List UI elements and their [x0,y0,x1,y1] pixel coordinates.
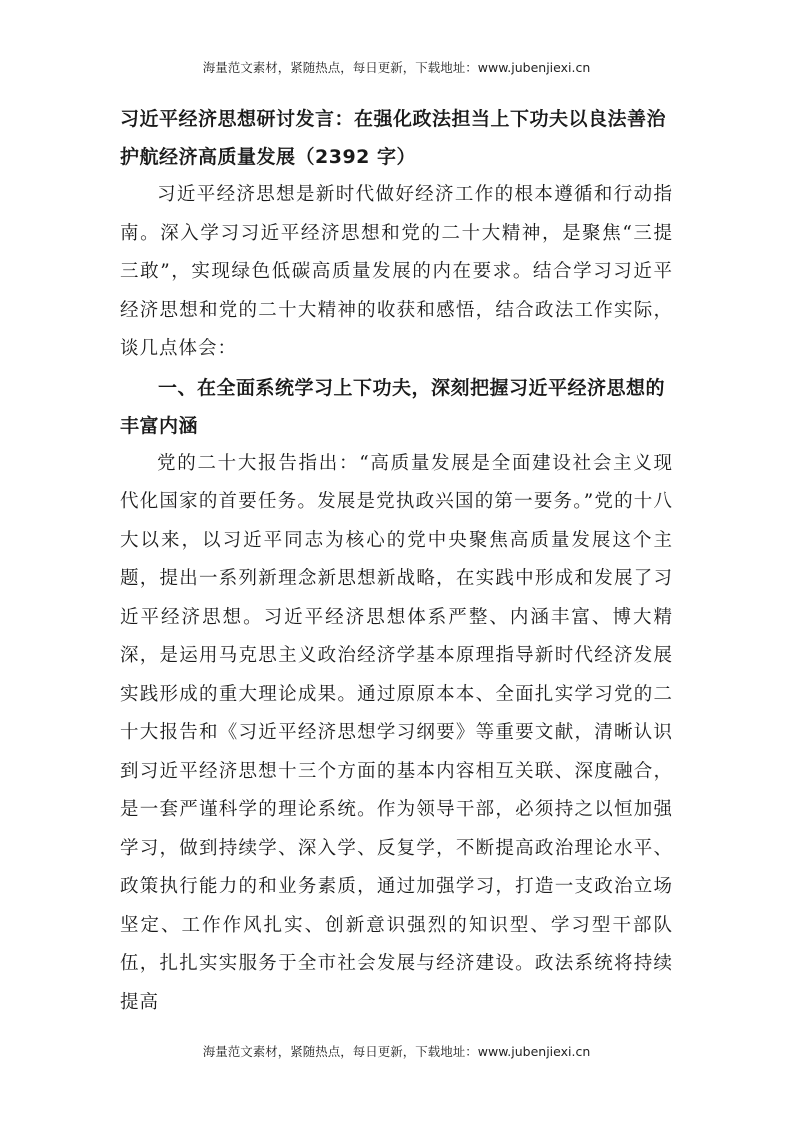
section-1-paragraph: 党的二十大报告指出：“高质量发展是全面建设社会主义现代化国家的首要任务。发展是党执政兴国的第一要务。”党的十八大以来，以习近平同志为核心的党中央聚焦高质量发展这个主题，提出一系列新理念新思想新战略，在实践中形成和发展了习近平经济思想。习近平经济思想体系严整、内涵丰富、博大精深，是运用马克思主义政治经济学基本原理指导新时代经济发展实践形成的重大理论成果。通过原原本本、全面扎实学习党的二十大报告和《习近平经济思想学习纲要》等重要文献，清晰认识到习近平经济思想十三个方面的基本内容相互关联、深度融合，是一套严谨科学的理论系统。作为领导干部，必须持之以恒加强学习，做到持续学、深入学、反复学，不断提高政治理论水平、政策执行能力的和业务素质，通过加强学习，打造一支政治立场坚定、工作作风扎实、创新意识强烈的知识型、学习型干部队伍，扎扎实实服务于全市社会发展与经济建设。政法系统将持续提高 [120,452,673,1013]
page-header: 海量范文素材，紧随热点，每日更新，下载地址：www.jubenjiexi.cn [202,60,591,75]
section-1-heading: 一、在全面系统学习上下功夫，深刻把握习近平经济思想的丰富内涵 [120,376,666,437]
document-title: 习近平经济思想研讨发言：在强化政法担当上下功夫以良法善治护航经济高质量发展（2392 字） [120,108,667,168]
document-body [120,100,673,1022]
intro-paragraph: 习近平经济思想是新时代做好经济工作的根本遵循和行动指南。深入学习习近平经济思想和党的二十大精神，是聚焦“三提三敢”，实现绿色低碳高质量发展的内在要求。结合学习习近平经济思想和党的二十大精神的收获和感悟，结合政法工作实际，谈几点体会： [120,184,673,359]
page-footer: 海量范文素材，紧随热点，每日更新，下载地址：www.jubenjiexi.cn [202,1044,591,1059]
